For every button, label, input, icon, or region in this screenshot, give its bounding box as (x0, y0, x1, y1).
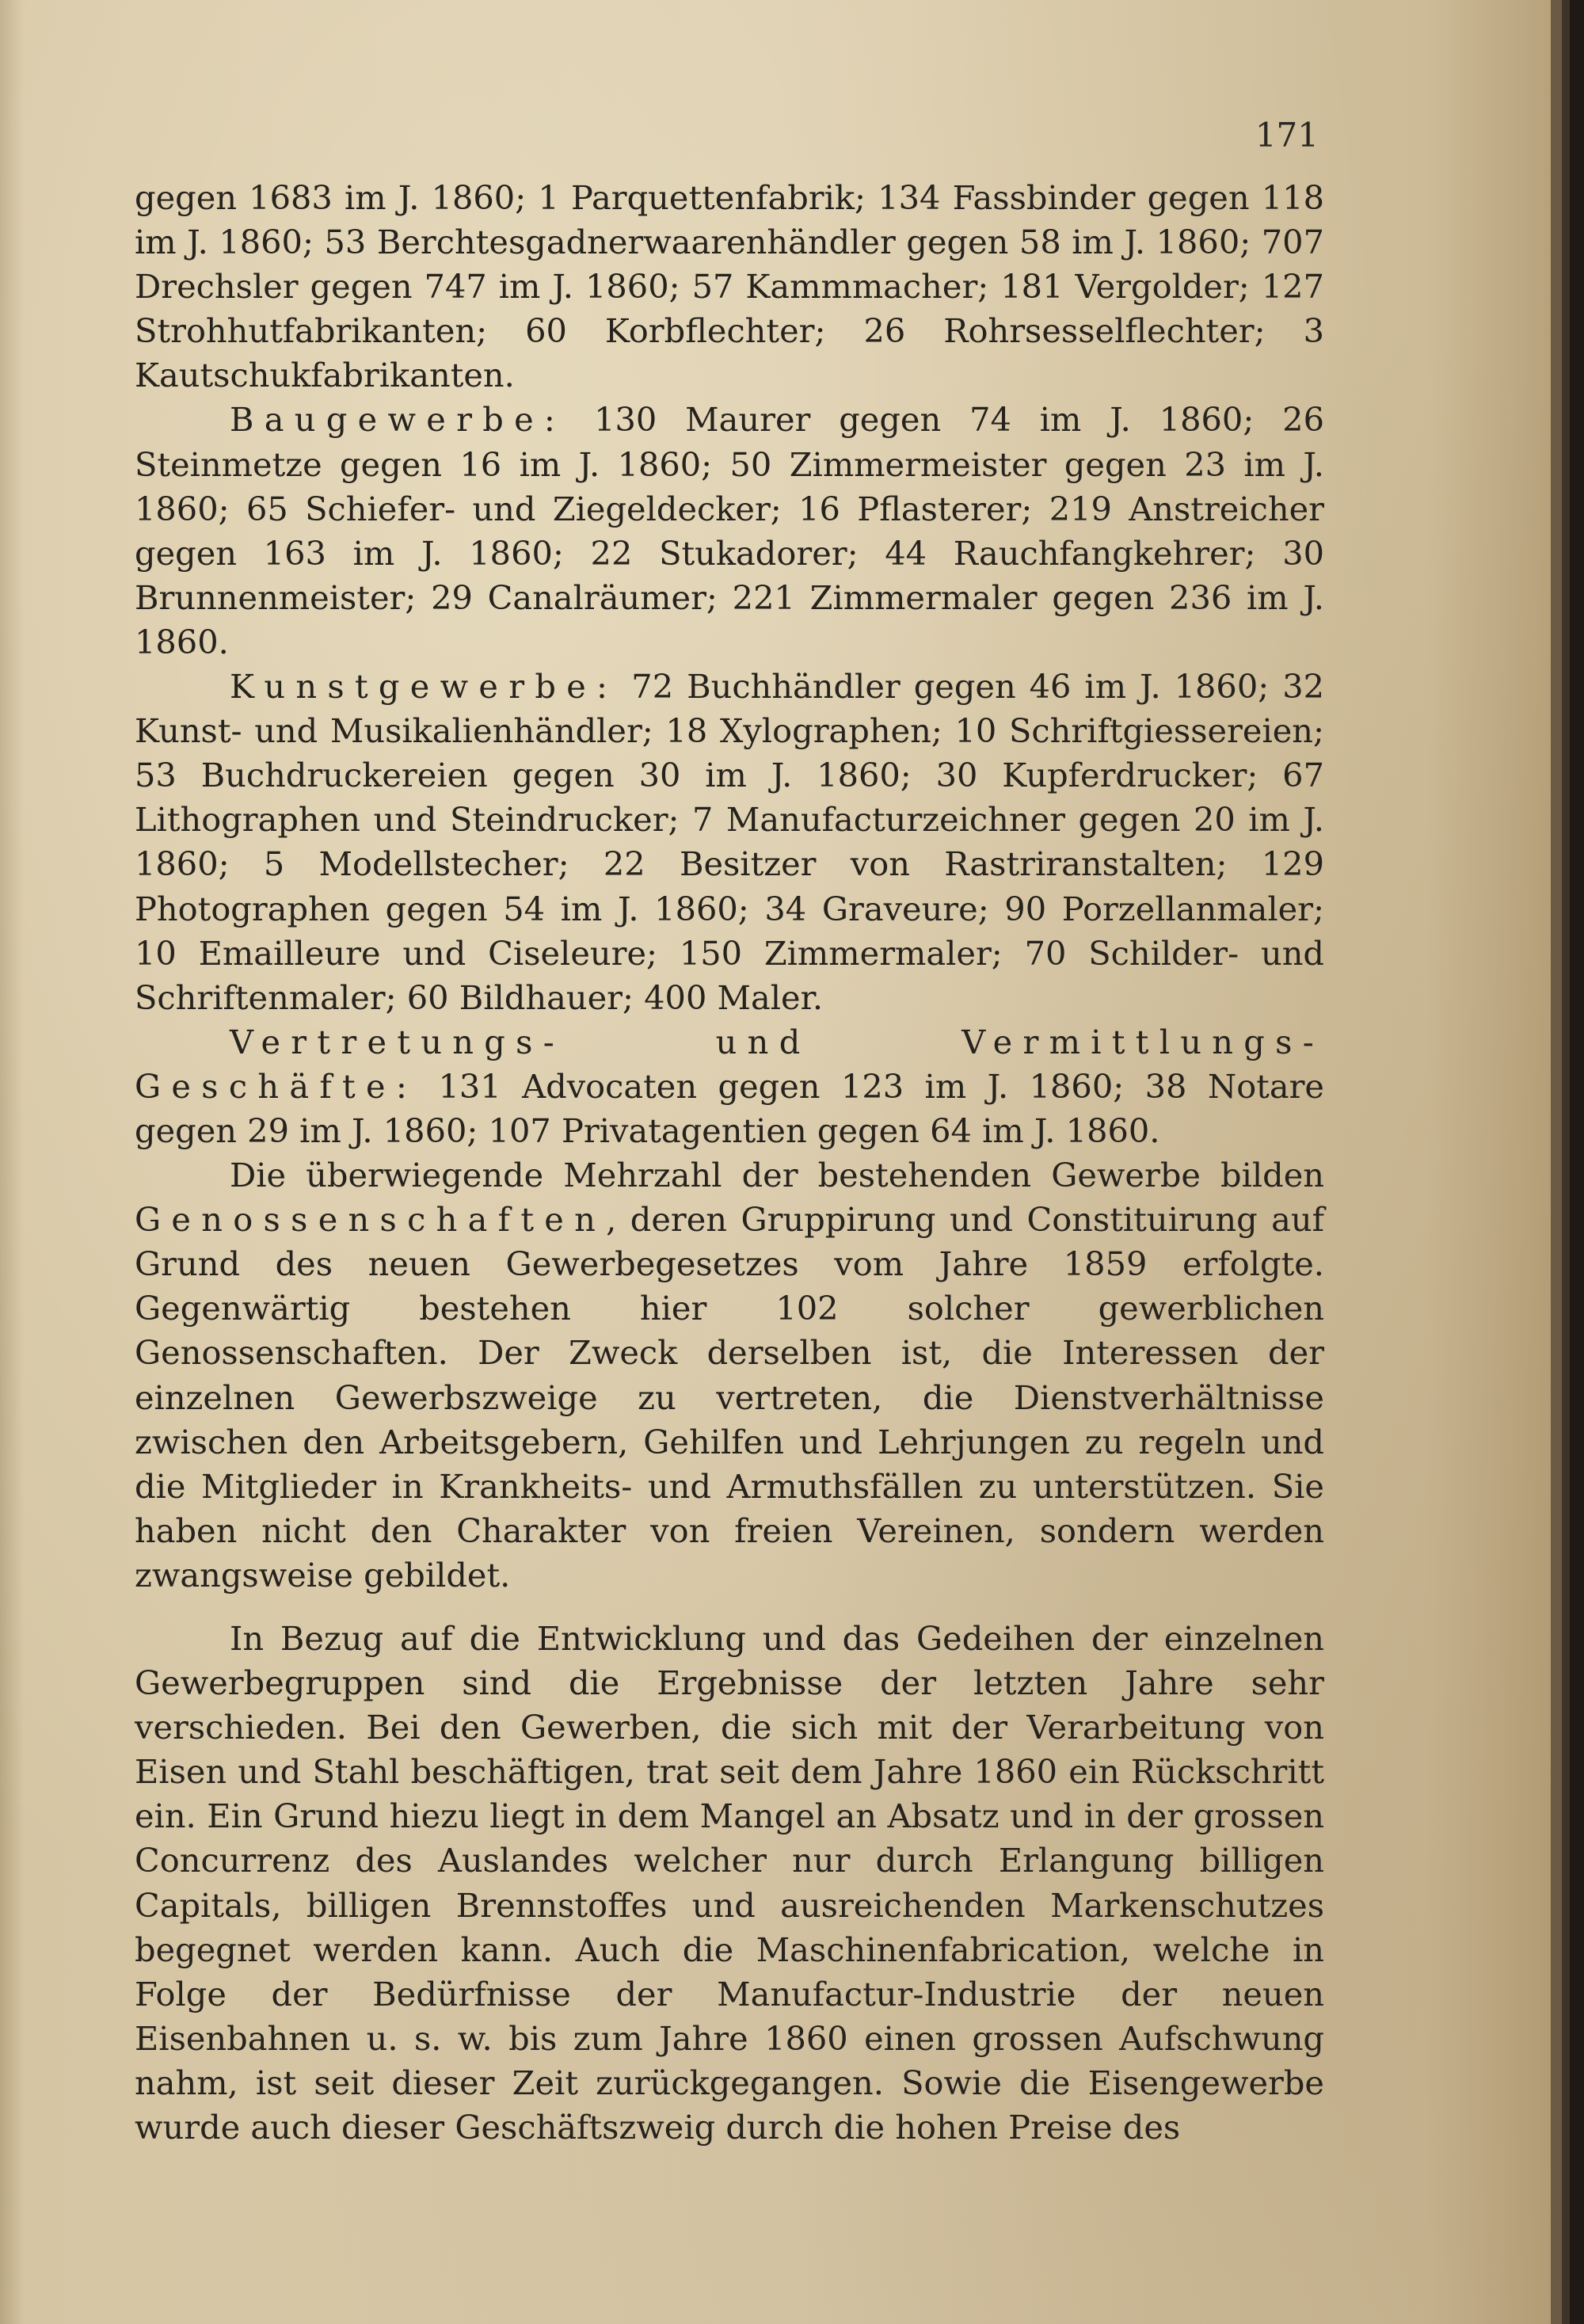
section-heading-baugewerbe: Baugewerbe: (230, 400, 566, 440)
section-heading-vertretungen: Vertretungs- und Vermittlungs-Geschäfte: (135, 1022, 1324, 1106)
paragraph-1 (135, 176, 1324, 398)
paragraph-5 (135, 1153, 1324, 1598)
paragraph-text: , deren Gruppirung und Constituirung auf Grund des neuen Gewerbegesetzes vom Jahre 1859 erfolgte. Gegenwärtig bestehen hier 102 solcher gewerblichen Genossenschaften. Der Zweck derselben ist, die Interessen der einzelnen Gewerbszweige zu vertreten, die Dienstverhältnisse zwischen den Arbeitsgebern, Gehilfen und Lehrjungen zu regeln und die Mitglieder in Krankheits- und Armuthsfällen zu unterstützen. Sie haben nicht den Charakter von freien Vereinen, sondern werden zwangsweise gebildet. (135, 1200, 1324, 1594)
paragraph-text: 72 Buchhändler gegen 46 im J. 1860; 32 Kunst- und Musikalienhändler; 18 Xylographen; 10 Schriftgiessereien; 53 Buchdruckereien gegen 30 im J. 1860; 30 Kupferdrucker; 67 Lithographen und Steindrucker; 7 Manufacturzeichner gegen 20 im J. 1860; 5 Modellstecher; 22 Besitzer von Rastriranstalten; 129 Photographen gegen 54 im J. 1860; 34 Graveure; 90 Porzellanmaler; 10 Emailleure und Ciseleure; 150 Zimmermaler; 70 Schilder- und Schriftenmaler; 60 Bildhauer; 400 Maler. (135, 667, 1324, 1017)
paragraph-6 (135, 1617, 1324, 2150)
paragraph-text: 131 Advocaten gegen 123 im J. 1860; 38 Notare gegen 29 im J. 1860; 107 Privatagentien gegen 64 im J. 1860. (135, 1066, 1324, 1150)
body-text (135, 176, 1324, 2150)
paragraph-text: In Bezug auf die Entwicklung und das Gedeihen der einzelnen Gewerbegruppen sind die Ergebnisse der letzten Jahre sehr verschieden. Bei den Gewerben, die sich mit der Verarbeitung von Eisen und Stahl beschäftigen, trat seit dem Jahre 1860 ein Rückschritt ein. Ein Grund hiezu liegt in dem Mangel an Absatz und in der grossen Concurrenz des Auslandes welcher nur durch Erlangung billigen Capitals, billigen Brennstoffes und ausreichenden Markenschutzes begegnet werden kann. Auch die Maschinenfabrication, welche in Folge der Bedürfnisse der Manufactur-Industrie der neuen Eisenbahnen u. s. w. bis zum Jahre 1860 einen grossen Aufschwung nahm, ist seit dieser Zeit zurückgegangen. Sowie die Eisengewerbe wurde auch dieser Geschäftszweig durch die hohen Preise des (135, 1619, 1324, 2147)
paragraph-3 (135, 665, 1324, 1020)
paragraph-4 (135, 1020, 1324, 1153)
spaced-term-genossenschaften: Genossenschaften (135, 1200, 607, 1240)
paragraph-text-before: Die überwiegende Mehrzahl der bestehenden Gewerbe bilden (230, 1156, 1324, 1195)
page-number: 171 (1255, 116, 1319, 154)
book-edge-inner (1551, 0, 1562, 2324)
paragraph-text: 130 Maurer gegen 74 im J. 1860; 26 Steinmetze gegen 16 im J. 1860; 50 Zimmermeister gegen 23 im J. 1860; 65 Schiefer- und Ziegeldecker; 16 Pflasterer; 219 Anstreicher gegen 163 im J. 1860; 22 Stukadorer; 44 Rauchfangkehrer; 30 Brunnenmeister; 29 Canalräumer; 221 Zimmermaler gegen 236 im J. 1860. (135, 400, 1324, 661)
book-edge-middle (1562, 0, 1570, 2324)
section-heading-kunstgewerbe: Kunstgewerbe: (230, 667, 619, 707)
paragraph-text: gegen 1683 im J. 1860; 1 Parquettenfabrik; 134 Fassbinder gegen 118 im J. 1860; 53 Berchtesgadnerwaarenhändler gegen 58 im J. 1860; 707 Drechsler gegen 747 im J. 1860; 57 Kammmacher; 181 Vergolder; 127 Strohhutfabrikanten; 60 Korbflechter; 26 Rohrsesselflechter; 3 Kautschukfabrikanten. (135, 178, 1324, 395)
book-edge-outer (1570, 0, 1584, 2324)
paragraph-2 (135, 398, 1324, 665)
